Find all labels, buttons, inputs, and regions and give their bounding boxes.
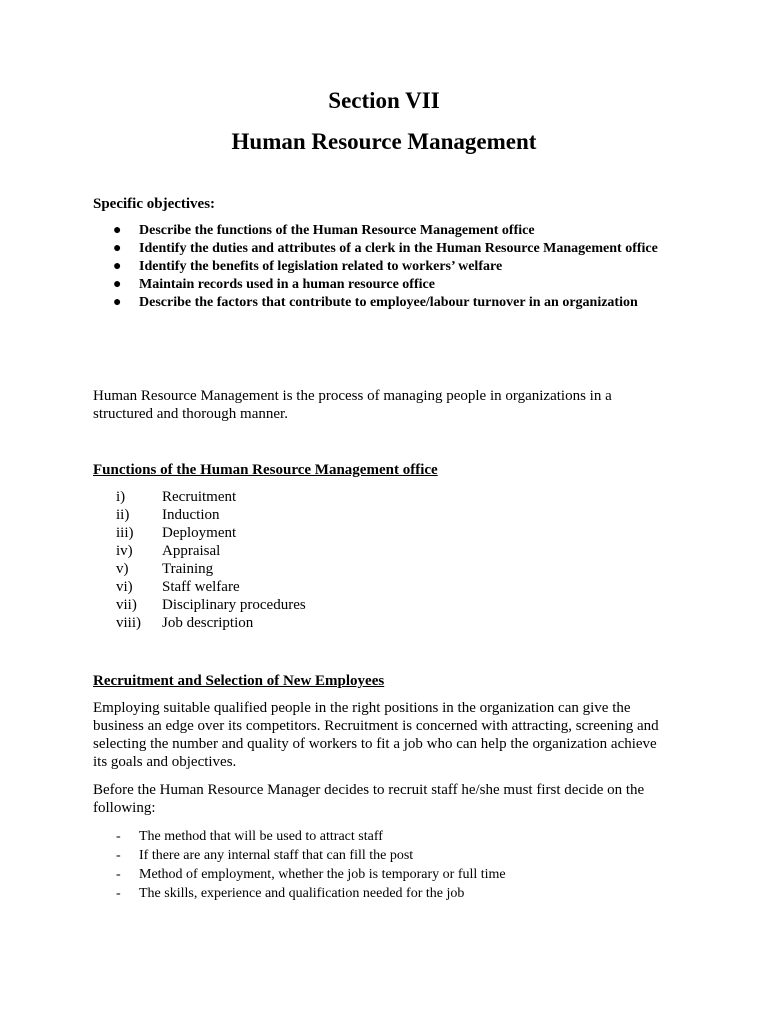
recruitment-paragraph-2: Before the Human Resource Manager decides to recruit staff he/she must first decide on the following: [93,782,645,816]
list-item: ii) Induction [116,507,220,523]
list-item: ● Describe the functions of the Human Resource Management office [113,223,535,238]
list-item: vi) Staff welfare [116,579,240,595]
list-item: - If there are any internal staff that can fill the post [116,848,414,863]
list-item: viii) Job description [116,615,254,631]
list-item: ● Identify the duties and attributes of a clerk in the Human Resource Management office [113,241,658,256]
bullet-icon: ● [113,223,122,238]
list-item: v) Training [116,561,214,577]
list-item: - The skills, experience and qualification needed for the job [116,886,465,901]
recruitment-paragraph-1: Employing suitable qualified people in the right positions in the organization can give the business an edge over its competitors. Recruitment is concerned with attracting, screening and selecting the number and quality of workers to fit a job who can help the organization achieve its goals and objectives. [93,700,659,770]
bullet-icon: ● [113,277,122,292]
section-title: Section VII [328,88,440,113]
bullet-icon: ● [113,295,122,310]
recruitment-considerations-list [116,827,506,903]
list-item: ● Identify the benefits of legislation related to workers’ welfare [113,259,503,274]
list-item: ● Describe the factors that contribute to employee/labour turnover in an organization [113,295,638,310]
list-item: vii) Disciplinary procedures [116,597,306,613]
list-item: - Method of employment, whether the job is temporary or full time [116,867,506,882]
intro-paragraph: Human Resource Management is the process of managing people in organizations in a structured and thorough manner. [93,388,612,422]
list-item: - The method that will be used to attract staff [116,829,383,844]
objectives-list [93,222,693,312]
functions-list [116,488,306,632]
list-item: ● Maintain records used in a human resource office [113,277,435,292]
list-item: i) Recruitment [116,489,237,505]
bullet-icon: ● [113,241,122,256]
list-item: iv) Appraisal [116,543,221,559]
list-item: iii) Deployment [116,525,237,541]
bullet-icon: ● [113,259,122,274]
page-title: Human Resource Management [231,129,537,154]
recruitment-heading: Recruitment and Selection of New Employees [93,673,385,689]
objectives-heading: Specific objectives: [93,196,216,212]
functions-heading: Functions of the Human Resource Management office [93,462,438,478]
